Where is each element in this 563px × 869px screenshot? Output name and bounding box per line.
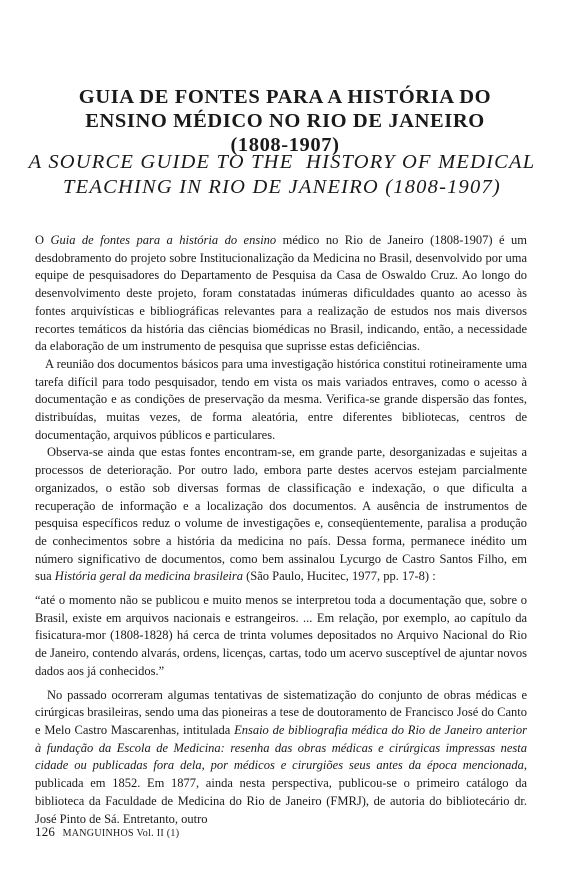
title-en-line-1: A SOURCE GUIDE TO THE HISTORY OF MEDICAL [28, 151, 536, 173]
paragraph-3-text-a: Observa-se ainda que estas fontes encontram-se, em grande parte, desorganizadas e sujeitas a processos de deterioração. Por outro lado, embora parte destes acervos estejam parcialmente organizados, o estão sob diversas formas de classificação e indexação, o que dificulta a recuperação de informação e a localização dos documentos. A ausência de instrumentos de pesquisa específicos reduz o volume de investigações e, conseqüentemente, paralisa a produção de conhecimentos sobre a história da medicina no país. Dessa forma, permanece inédito um número significativo de documentos, como bem assinalou Lycurgo de Castro Santos Filho, em sua [35, 445, 527, 584]
paragraph-1-text-a: O [35, 233, 51, 247]
paragraph-1-guide-title: Guia de fontes para a história do ensino [50, 233, 277, 247]
page-footer [35, 824, 179, 840]
paragraph-3 [35, 444, 527, 586]
paragraph-4-text-c: , publicada em 1852. Em 1877, ainda nesta perspectiva, publicou-se o primeiro catálogo da biblioteca da Faculdade de Medicina do Rio de Janeiro (FMRJ), de autoria do bibliotecário dr. José Pinto de Sá. Entretanto, outro [35, 758, 527, 826]
paragraph-3-text-c: (São Paulo, Hucitec, 1977, pp. 17-8) : [243, 569, 436, 584]
journal-reference: MANGUINHOS Vol. II (1) [62, 828, 180, 839]
paragraph-4 [35, 687, 527, 829]
title-en-line-2: TEACHING IN RIO DE JANEIRO (1808-1907) [63, 176, 501, 198]
paragraph-4-thesis-title: Ensaio de bibliografia médica do Rio de Janeiro anterior à fundação da Escola de Medicina: resenha das obras médicas e cirúrgicas impressas nesta cidade ou publicadas fora dela, por médicos e cirurgiões seus antes da época mencionada [35, 722, 527, 773]
title-english [22, 150, 542, 200]
paragraph-4-text-a: No passado ocorreram algumas tentativas de sistematização do conjunto de obras médicas e cirúrgicas brasileiras, sendo uma das pioneiras a tese de doutoramento de Francisco José do Canto e Melo Castro Mascarenhas, intitulada [35, 687, 527, 737]
title-pt-line-3: (1808-1907) [230, 134, 340, 156]
paragraph-1 [35, 232, 527, 356]
paragraph-3-book-title: História geral da medicina brasileira [54, 569, 243, 584]
paragraph-2: A reunião dos documentos básicos para uma investigação histórica constitui rotineiramente uma tarefa difícil para todo pesquisador, tendo em vista os mais variados entraves, como o acesso à documentação e as condições de preservação da mesma. Verifica-se grande dispersão das fontes, distribuídas, muitas vezes, de forma aleatória, entre diferentes bibliotecas, centros de documentação, arquivos públicos e particulares. [35, 356, 527, 442]
article-body [35, 232, 527, 828]
page-number: 126 [35, 824, 56, 839]
title-portuguese [40, 85, 530, 157]
block-quote: “até o momento não se publicou e muito menos se interpretou toda a documentação que, sobre o Brasil, existe em arquivos nacionais e estrangeiros. ... Em relação, por exemplo, ao capítulo da fisicatura-mor (1808-1828) há cerca de trinta volumes depositados no Arquivo Nacional do Rio de Janeiro, contendo alvarás, ordens, licenças, cartas, todo um acervo susceptível de ajuntar novos dados aos já conhecidos.” [35, 593, 527, 678]
paragraph-1-text-c: médico no Rio de Janeiro (1808-1907) é um desdobramento do projeto sobre Institucionalização da Medicina no Brasil, desenvolvido por uma equipe de pesquisadores do Departamento de Pesquisa da Casa de Oswaldo Cruz. Ao longo do desenvolvimento deste projeto, foram constatadas inúmeras dificuldades quanto ao acesso às fontes arquivísticas e bibliográficas relevantes para a realização de estudos nos mais diversos recortes temáticos da história das ciências biomédicas no Brasil, indicando, então, a necessidade da elaboração de um instrumento de pesquisa que suprisse estas deficiências. [35, 233, 527, 354]
title-pt-line-2: ENSINO MÉDICO NO RIO DE JANEIRO [85, 110, 485, 132]
title-pt-line-1: GUIA DE FONTES PARA A HISTÓRIA DO [78, 86, 492, 108]
